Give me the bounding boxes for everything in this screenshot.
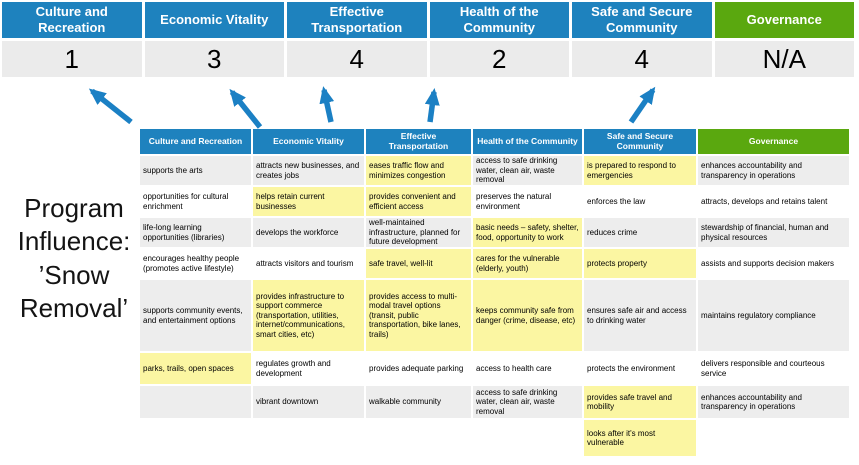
matrix-cell: reduces crime: [584, 218, 696, 247]
matrix-header-health: Health of the Community: [473, 129, 582, 154]
matrix-cell: assists and supports decision makers: [698, 249, 849, 278]
score-value-culture: 1: [2, 41, 142, 77]
matrix-cell: is prepared to respond to emergencies: [584, 156, 696, 185]
matrix-cell: develops the workforce: [253, 218, 364, 247]
matrix-cell: life-long learning opportunities (libraries): [140, 218, 251, 247]
priority-scoreboard: [2, 2, 854, 77]
scoreboard-header-economic: Economic Vitality: [145, 2, 285, 38]
matrix-cell: walkable community: [366, 386, 471, 418]
matrix-cell: encourages healthy people (promotes active lifestyle): [140, 249, 251, 278]
matrix-header-transportation: Effective Transportation: [366, 129, 471, 154]
matrix-cell: provides convenient and efficient access: [366, 187, 471, 216]
matrix-cell: protects property: [584, 249, 696, 278]
influence-arrow-icon: [92, 91, 131, 122]
matrix-cell: helps retain current businesses: [253, 187, 364, 216]
matrix-header-culture: Culture and Recreation: [140, 129, 251, 154]
matrix-cell: parks, trails, open spaces: [140, 353, 251, 384]
score-value-governance: N/A: [715, 41, 855, 77]
influence-matrix: [140, 129, 849, 456]
matrix-cell: attracts, develops and retains talent: [698, 187, 849, 216]
matrix-cell: ensures safe air and access to drinking water: [584, 280, 696, 351]
influence-arrow-icon: [430, 92, 434, 122]
matrix-cell: opportunities for cultural enrichment: [140, 187, 251, 216]
score-value-health: 2: [430, 41, 570, 77]
scoreboard-header-governance: Governance: [715, 2, 855, 38]
matrix-cell: access to health care: [473, 353, 582, 384]
matrix-cell: vibrant downtown: [253, 386, 364, 418]
matrix-cell: provides infrastructure to support commerce (transportation, utilities, internet/communications, smart cities, etc): [253, 280, 364, 351]
matrix-cell: regulates growth and development: [253, 353, 364, 384]
matrix-cell: enforces the law: [584, 187, 696, 216]
matrix-cell: stewardship of financial, human and physical resources: [698, 218, 849, 247]
matrix-cell: [473, 420, 582, 456]
matrix-cell: maintains regulatory compliance: [698, 280, 849, 351]
matrix-cell: supports the arts: [140, 156, 251, 185]
matrix-cell: attracts new businesses, and creates jobs: [253, 156, 364, 185]
matrix-cell: provides safe travel and mobility: [584, 386, 696, 418]
matrix-cell: supports community events, and entertainment options: [140, 280, 251, 351]
matrix-cell: [140, 420, 251, 456]
matrix-cell: cares for the vulnerable (elderly, youth): [473, 249, 582, 278]
matrix-cell: provides access to multi-modal travel options (transit, public transportation, bike lanes, trails): [366, 280, 471, 351]
influence-arrow-icon: [324, 90, 331, 122]
matrix-header-governance: Governance: [698, 129, 849, 154]
matrix-cell: preserves the natural environment: [473, 187, 582, 216]
score-value-transportation: 4: [287, 41, 427, 77]
matrix-cell: keeps community safe from danger (crime, disease, etc): [473, 280, 582, 351]
matrix-cell: protects the environment: [584, 353, 696, 384]
matrix-cell: [366, 420, 471, 456]
matrix-cell: [140, 386, 251, 418]
matrix-cell: basic needs – safety, shelter, food, opportunity to work: [473, 218, 582, 247]
matrix-header-economic: Economic Vitality: [253, 129, 364, 154]
matrix-cell: looks after it's most vulnerable: [584, 420, 696, 456]
matrix-cell: attracts visitors and tourism: [253, 249, 364, 278]
score-value-economic: 3: [145, 41, 285, 77]
score-value-safe: 4: [572, 41, 712, 77]
matrix-cell: well-maintained infrastructure, planned for future development: [366, 218, 471, 247]
matrix-cell: access to safe drinking water, clean air, waste removal: [473, 386, 582, 418]
scoreboard-header-transportation: Effective Transportation: [287, 2, 427, 38]
matrix-cell: enhances accountability and transparency in operations: [698, 386, 849, 418]
matrix-cell: access to safe drinking water, clean air, waste removal: [473, 156, 582, 185]
matrix-header-safe: Safe and Secure Community: [584, 129, 696, 154]
matrix-cell: delivers responsible and courteous service: [698, 353, 849, 384]
influence-arrow-icon: [232, 92, 260, 127]
matrix-cell: enhances accountability and transparency in operations: [698, 156, 849, 185]
matrix-cell: eases traffic flow and minimizes congestion: [366, 156, 471, 185]
matrix-cell: safe travel, well-lit: [366, 249, 471, 278]
scoreboard-header-safe: Safe and Secure Community: [572, 2, 712, 38]
scoreboard-header-health: Health of the Community: [430, 2, 570, 38]
scoreboard-header-culture: Culture and Recreation: [2, 2, 142, 38]
matrix-cell: [253, 420, 364, 456]
program-influence-label: Program Influence: ’Snow Removal’: [17, 193, 131, 323]
matrix-cell: [698, 420, 849, 456]
influence-arrow-icon: [631, 90, 653, 122]
matrix-cell: provides adequate parking: [366, 353, 471, 384]
